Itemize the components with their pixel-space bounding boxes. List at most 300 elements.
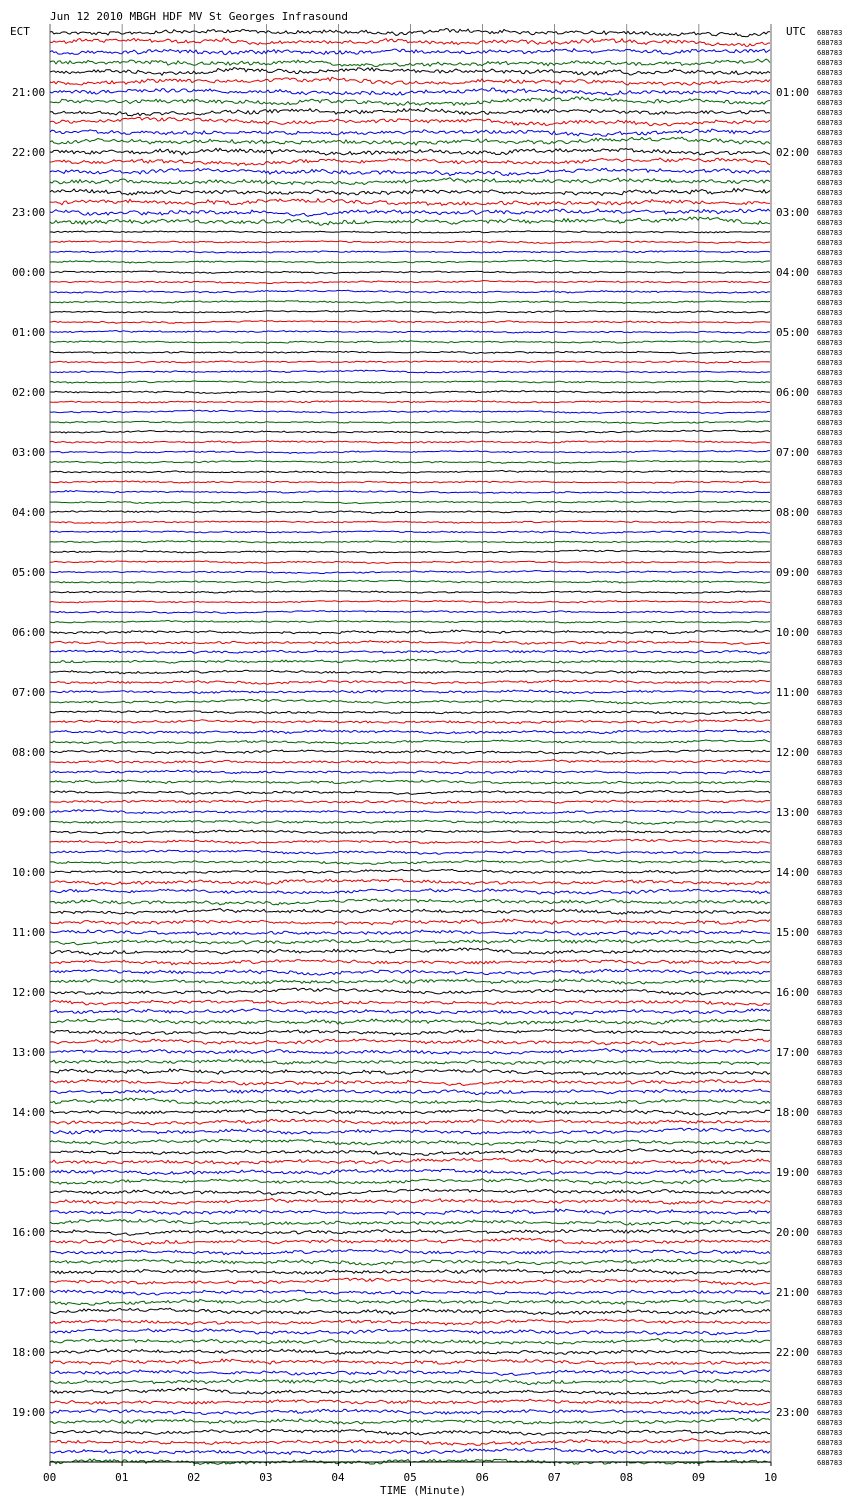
row-scale-label-10: 688783	[817, 129, 843, 137]
row-scale-label-66: 688783	[817, 689, 843, 697]
row-scale-label-136: 688783	[817, 1389, 843, 1397]
trace-69	[50, 720, 770, 724]
trace-89	[50, 919, 770, 925]
left-hour-label-14: 11:00	[12, 926, 46, 939]
right-hour-label-15: 16:00	[776, 986, 810, 999]
trace-74	[50, 770, 770, 774]
row-scale-label-28: 688783	[817, 309, 843, 317]
trace-22	[50, 251, 770, 253]
trace-61	[50, 641, 770, 645]
row-scale-label-6: 688783	[817, 89, 843, 97]
trace-41	[50, 441, 770, 443]
x-tick-label-09: 09	[691, 1471, 706, 1484]
x-tick-label-03: 03	[259, 1471, 273, 1484]
row-scale-label-19: 688783	[817, 219, 843, 227]
row-scale-label-37: 688783	[817, 399, 843, 407]
row-scale-label-56: 688783	[817, 589, 843, 597]
trace-36	[50, 391, 770, 394]
row-scale-label-134: 688783	[817, 1369, 843, 1377]
row-scale-label-141: 688783	[817, 1439, 843, 1447]
row-scale-label-92: 688783	[817, 949, 843, 957]
trace-65	[50, 680, 770, 684]
row-scale-label-54: 688783	[817, 569, 843, 577]
trace-110	[50, 1128, 770, 1134]
right-timezone-label: UTC	[786, 25, 806, 38]
x-tick-label-00: 00	[43, 1471, 57, 1484]
trace-43	[50, 461, 770, 464]
left-hour-label-18: 15:00	[12, 1166, 46, 1179]
row-scale-label-24: 688783	[817, 269, 843, 277]
row-scale-label-46: 688783	[817, 489, 843, 497]
row-scale-label-139: 688783	[817, 1419, 843, 1427]
trace-139	[50, 1418, 770, 1424]
x-axis-ticks	[43, 1462, 777, 1484]
trace-18	[50, 209, 770, 216]
row-scale-label-106: 688783	[817, 1089, 843, 1097]
trace-56	[50, 591, 770, 594]
row-scale-label-17: 688783	[817, 199, 843, 207]
trace-85	[50, 879, 770, 885]
trace-0	[50, 28, 770, 36]
trace-132	[50, 1349, 770, 1354]
row-scale-label-121: 688783	[817, 1239, 843, 1247]
trace-137	[50, 1399, 770, 1405]
row-scale-label-20: 688783	[817, 229, 843, 237]
trace-49	[50, 521, 770, 523]
right-hour-label-4: 05:00	[776, 326, 810, 339]
row-scale-label-91: 688783	[817, 939, 843, 947]
trace-15	[50, 178, 770, 185]
trace-129	[50, 1319, 770, 1325]
row-scale-label-105: 688783	[817, 1079, 843, 1087]
row-scale-label-31: 688783	[817, 339, 843, 347]
row-scale-label-47: 688783	[817, 499, 843, 507]
trace-group	[50, 28, 770, 1464]
trace-39	[50, 421, 770, 424]
row-scale-label-123: 688783	[817, 1259, 843, 1267]
trace-38	[50, 410, 770, 413]
row-scale-label-117: 688783	[817, 1199, 843, 1207]
trace-40	[50, 430, 770, 433]
trace-75	[50, 780, 770, 784]
row-scale-label-84: 688783	[817, 869, 843, 877]
row-scale-label-41: 688783	[817, 439, 843, 447]
row-scale-label-127: 688783	[817, 1299, 843, 1307]
trace-127	[50, 1299, 770, 1305]
row-scale-label-89: 688783	[817, 919, 843, 927]
row-scale-label-122: 688783	[817, 1249, 843, 1257]
trace-113	[50, 1158, 770, 1164]
trace-35	[50, 381, 770, 383]
right-hour-label-2: 03:00	[776, 206, 810, 219]
row-scale-label-57: 688783	[817, 599, 843, 607]
trace-101	[50, 1039, 770, 1045]
row-scale-label-45: 688783	[817, 479, 843, 487]
row-scale-label-132: 688783	[817, 1349, 843, 1357]
trace-108	[50, 1109, 770, 1115]
chart-title: Jun 12 2010 MBGH HDF MV St Georges Infrasound	[50, 10, 349, 23]
x-tick-label-08: 08	[619, 1471, 634, 1484]
trace-14	[50, 168, 770, 175]
trace-124	[50, 1269, 770, 1274]
trace-107	[50, 1098, 770, 1105]
left-hour-label-15: 12:00	[12, 986, 46, 999]
row-scale-label-1: 688783	[817, 39, 843, 47]
left-hour-label-11: 08:00	[12, 746, 46, 759]
row-scale-label-59: 688783	[817, 619, 843, 627]
trace-86	[50, 889, 770, 894]
row-scale-label-100: 688783	[817, 1029, 843, 1037]
row-scale-label-97: 688783	[817, 999, 843, 1007]
row-scale-label-107: 688783	[817, 1099, 843, 1107]
right-hour-label-16: 17:00	[776, 1046, 810, 1059]
row-scale-label-0: 688783	[817, 29, 843, 37]
row-scale-label-32: 688783	[817, 349, 843, 357]
trace-111	[50, 1140, 770, 1146]
left-hour-label-5: 02:00	[12, 386, 46, 399]
row-scale-label-16: 688783	[817, 189, 843, 197]
trace-25	[50, 281, 770, 284]
trace-93	[50, 960, 770, 965]
row-scale-label-86: 688783	[817, 889, 843, 897]
row-scale-label-65: 688783	[817, 679, 843, 687]
row-scale-label-83: 688783	[817, 859, 843, 867]
row-scale-label-21: 688783	[817, 239, 843, 247]
left-hour-label-1: 22:00	[12, 146, 46, 159]
trace-142	[50, 1448, 770, 1454]
trace-109	[50, 1119, 770, 1124]
row-scale-label-40: 688783	[817, 429, 843, 437]
row-scale-label-25: 688783	[817, 279, 843, 287]
trace-21	[50, 241, 770, 244]
trace-29	[50, 321, 770, 324]
trace-83	[50, 860, 770, 865]
right-hour-label-0: 01:00	[776, 86, 810, 99]
row-scale-label-3: 688783	[817, 59, 843, 67]
right-hour-label-8: 09:00	[776, 566, 810, 579]
row-scale-label-108: 688783	[817, 1109, 843, 1117]
row-scale-label-15: 688783	[817, 179, 843, 187]
trace-115	[50, 1179, 770, 1185]
trace-126	[50, 1290, 770, 1295]
trace-128	[50, 1308, 770, 1314]
trace-63	[50, 659, 770, 663]
left-hour-label-21: 18:00	[12, 1346, 46, 1359]
row-scale-label-113: 688783	[817, 1159, 843, 1167]
row-scale-label-53: 688783	[817, 559, 843, 567]
trace-100	[50, 1029, 770, 1035]
trace-117	[50, 1199, 770, 1205]
trace-54	[50, 571, 770, 574]
trace-78	[50, 810, 770, 814]
right-hour-label-9: 10:00	[776, 626, 810, 639]
trace-104	[50, 1069, 770, 1075]
trace-92	[50, 948, 770, 955]
trace-59	[50, 620, 770, 623]
row-scale-label-18: 688783	[817, 209, 843, 217]
trace-136	[50, 1388, 770, 1395]
right-hour-label-11: 12:00	[776, 746, 810, 759]
row-scale-label-124: 688783	[817, 1269, 843, 1277]
row-scale-label-75: 688783	[817, 779, 843, 787]
row-scale-label-85: 688783	[817, 879, 843, 887]
trace-7	[50, 97, 770, 106]
trace-37	[50, 401, 770, 403]
row-scale-label-9: 688783	[817, 119, 843, 127]
row-scale-label-38: 688783	[817, 409, 843, 417]
left-hour-label-7: 04:00	[12, 506, 46, 519]
trace-11	[50, 137, 770, 145]
row-scale-label-71: 688783	[817, 739, 843, 747]
trace-103	[50, 1059, 770, 1065]
trace-52	[50, 550, 770, 553]
row-scale-label-58: 688783	[817, 609, 843, 617]
row-scale-label-110: 688783	[817, 1129, 843, 1137]
row-scale-label-78: 688783	[817, 809, 843, 817]
trace-16	[50, 188, 770, 195]
left-hour-labels	[12, 86, 45, 1419]
x-tick-label-01: 01	[115, 1471, 129, 1484]
trace-135	[50, 1379, 770, 1384]
row-scale-label-135: 688783	[817, 1379, 843, 1387]
x-tick-label-07: 07	[547, 1471, 561, 1484]
row-scale-label-137: 688783	[817, 1399, 843, 1407]
trace-123	[50, 1259, 770, 1265]
row-scale-label-2: 688783	[817, 49, 843, 57]
row-scale-label-143: 688783	[817, 1459, 843, 1467]
left-hour-label-22: 19:00	[12, 1406, 46, 1419]
trace-94	[50, 969, 770, 975]
row-scale-label-130: 688783	[817, 1329, 843, 1337]
right-hour-label-20: 21:00	[776, 1286, 810, 1299]
trace-6	[50, 88, 770, 95]
row-scale-label-94: 688783	[817, 969, 843, 977]
row-scale-label-90: 688783	[817, 929, 843, 937]
left-hour-label-2: 23:00	[12, 206, 46, 219]
trace-138	[50, 1409, 770, 1414]
trace-3	[50, 59, 770, 66]
row-scale-label-82: 688783	[817, 849, 843, 857]
right-hour-label-12: 13:00	[776, 806, 810, 819]
row-scale-label-72: 688783	[817, 749, 843, 757]
trace-112	[50, 1149, 770, 1156]
trace-116	[50, 1189, 770, 1195]
trace-95	[50, 979, 770, 984]
trace-66	[50, 690, 770, 694]
trace-13	[50, 158, 770, 166]
row-scale-label-39: 688783	[817, 419, 843, 427]
row-scale-label-63: 688783	[817, 659, 843, 667]
row-scale-label-112: 688783	[817, 1149, 843, 1157]
right-hour-label-14: 15:00	[776, 926, 810, 939]
row-scale-label-76: 688783	[817, 789, 843, 797]
row-scale-label-60: 688783	[817, 629, 843, 637]
right-hour-label-1: 02:00	[776, 146, 810, 159]
trace-80	[50, 830, 770, 834]
row-scale-label-61: 688783	[817, 639, 843, 647]
trace-133	[50, 1359, 770, 1365]
row-scale-label-70: 688783	[817, 729, 843, 737]
left-hour-label-3: 00:00	[12, 266, 46, 279]
trace-32	[50, 351, 770, 354]
right-hour-label-6: 07:00	[776, 446, 810, 459]
trace-77	[50, 800, 770, 804]
trace-34	[50, 370, 770, 373]
trace-8	[50, 108, 770, 116]
row-scale-label-33: 688783	[817, 359, 843, 367]
x-tick-label-04: 04	[331, 1471, 345, 1484]
row-scale-label-131: 688783	[817, 1339, 843, 1347]
trace-121	[50, 1238, 770, 1245]
trace-79	[50, 820, 770, 824]
row-scale-label-101: 688783	[817, 1039, 843, 1047]
row-scale-label-44: 688783	[817, 469, 843, 477]
row-scale-label-87: 688783	[817, 899, 843, 907]
row-scale-label-98: 688783	[817, 1009, 843, 1017]
right-hour-label-3: 04:00	[776, 266, 810, 279]
x-tick-label-02: 02	[187, 1471, 201, 1484]
left-hour-label-4: 01:00	[12, 326, 46, 339]
trace-106	[50, 1089, 770, 1094]
row-scale-label-118: 688783	[817, 1209, 843, 1217]
row-scale-label-7: 688783	[817, 99, 843, 107]
row-scale-label-104: 688783	[817, 1069, 843, 1077]
trace-122	[50, 1250, 770, 1255]
row-scale-label-51: 688783	[817, 539, 843, 547]
trace-9	[50, 117, 770, 125]
trace-48	[50, 510, 770, 513]
trace-118	[50, 1209, 770, 1215]
row-scale-label-79: 688783	[817, 819, 843, 827]
trace-102	[50, 1049, 770, 1055]
right-hour-label-10: 11:00	[776, 686, 810, 699]
trace-4	[50, 68, 770, 76]
right-hour-label-17: 18:00	[776, 1106, 810, 1119]
row-scale-label-73: 688783	[817, 759, 843, 767]
row-scale-label-95: 688783	[817, 979, 843, 987]
row-scale-label-99: 688783	[817, 1019, 843, 1027]
left-hour-label-0: 21:00	[12, 86, 46, 99]
trace-105	[50, 1079, 770, 1085]
row-scale-label-50: 688783	[817, 529, 843, 537]
row-scale-label-8: 688783	[817, 109, 843, 117]
row-scale-label-125: 688783	[817, 1279, 843, 1287]
row-scale-label-13: 688783	[817, 159, 843, 167]
row-scale-label-22: 688783	[817, 249, 843, 257]
trace-62	[50, 650, 770, 654]
trace-130	[50, 1329, 770, 1335]
row-scale-label-64: 688783	[817, 669, 843, 677]
row-scale-label-14: 688783	[817, 169, 843, 177]
trace-64	[50, 670, 770, 674]
left-timezone-label: ECT	[10, 25, 30, 38]
trace-51	[50, 541, 770, 543]
row-scale-label-55: 688783	[817, 579, 843, 587]
row-scale-label-49: 688783	[817, 519, 843, 527]
row-scale-label-142: 688783	[817, 1449, 843, 1457]
trace-33	[50, 361, 770, 363]
right-hour-label-22: 23:00	[776, 1406, 810, 1419]
row-scale-label-26: 688783	[817, 289, 843, 297]
row-scale-label-12: 688783	[817, 149, 843, 157]
right-hour-label-19: 20:00	[776, 1226, 810, 1239]
row-scale-label-96: 688783	[817, 989, 843, 997]
left-hour-label-16: 13:00	[12, 1046, 46, 1059]
row-scale-label-138: 688783	[817, 1409, 843, 1417]
trace-76	[50, 790, 770, 794]
row-scale-label-42: 688783	[817, 449, 843, 457]
x-tick-label-10: 10	[764, 1471, 778, 1484]
trace-96	[50, 988, 770, 995]
trace-26	[50, 290, 770, 293]
right-hour-label-5: 06:00	[776, 386, 810, 399]
trace-47	[50, 501, 770, 504]
trace-42	[50, 451, 770, 454]
trace-120	[50, 1229, 770, 1235]
row-scale-label-11: 688783	[817, 139, 843, 147]
row-scale-label-128: 688783	[817, 1309, 843, 1317]
trace-72	[50, 750, 770, 754]
trace-57	[50, 601, 770, 603]
trace-53	[50, 561, 770, 564]
row-scale-label-109: 688783	[817, 1119, 843, 1127]
trace-98	[50, 1009, 770, 1015]
row-scale-label-120: 688783	[817, 1229, 843, 1237]
row-scale-label-29: 688783	[817, 319, 843, 327]
trace-73	[50, 760, 770, 764]
row-scale-label-52: 688783	[817, 549, 843, 557]
row-scale-label-67: 688783	[817, 699, 843, 707]
trace-99	[50, 1019, 770, 1025]
trace-82	[50, 850, 770, 854]
row-scale-label-27: 688783	[817, 299, 843, 307]
row-scale-label-115: 688783	[817, 1179, 843, 1187]
row-scale-label-68: 688783	[817, 709, 843, 717]
row-scale-label-36: 688783	[817, 389, 843, 397]
trace-31	[50, 341, 770, 344]
row-scale-label-74: 688783	[817, 769, 843, 777]
trace-24	[50, 271, 770, 273]
row-scale-label-48: 688783	[817, 509, 843, 517]
left-hour-label-9: 06:00	[12, 626, 46, 639]
row-scale-label-119: 688783	[817, 1219, 843, 1227]
row-scale-labels	[817, 29, 842, 1467]
left-hour-label-10: 07:00	[12, 686, 46, 699]
row-scale-label-23: 688783	[817, 259, 843, 267]
trace-12	[50, 148, 770, 155]
right-hour-label-18: 19:00	[776, 1166, 810, 1179]
left-hour-label-17: 14:00	[12, 1106, 46, 1119]
trace-19	[50, 217, 770, 225]
trace-58	[50, 611, 770, 614]
trace-81	[50, 840, 770, 844]
trace-2	[50, 49, 770, 55]
trace-88	[50, 909, 770, 915]
row-scale-label-62: 688783	[817, 649, 843, 657]
trace-45	[50, 481, 770, 484]
trace-46	[50, 491, 770, 494]
left-hour-label-6: 03:00	[12, 446, 46, 459]
trace-87	[50, 899, 770, 905]
left-hour-label-19: 16:00	[12, 1226, 46, 1239]
trace-67	[50, 700, 770, 705]
x-axis-label: TIME (Minute)	[380, 1484, 467, 1497]
trace-55	[50, 580, 770, 583]
trace-90	[50, 930, 770, 935]
row-scale-label-4: 688783	[817, 69, 843, 77]
row-scale-label-114: 688783	[817, 1169, 843, 1177]
trace-97	[50, 1000, 770, 1005]
